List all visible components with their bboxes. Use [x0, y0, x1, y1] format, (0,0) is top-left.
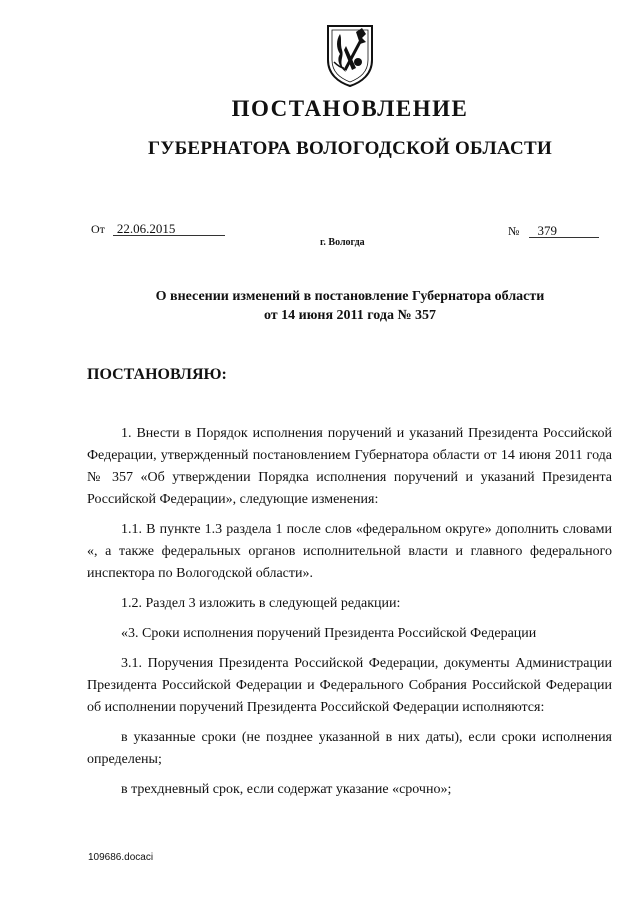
decree-heading: ПОСТАНОВЛЯЮ: [87, 366, 227, 383]
paragraph: 1.1. В пункте 1.3 раздела 1 после слов «федеральном округе» дополнить словами «, а также федеральных органов исполнительной власти и главного федерального инспектора по Вологодской области». [87, 522, 612, 581]
number-line [508, 223, 599, 239]
subject-line-1: О внесении изменений в постановление Губернатора области [155, 289, 545, 304]
document-subtitle: ГУБЕРНАТОРА ВОЛОГОДСКОЙ ОБЛАСТИ [147, 138, 553, 159]
paragraph: в указанные сроки (не позднее указанной в них даты), если сроки исполнения определены; [87, 730, 612, 767]
date-value: 22.06.2015 [113, 222, 225, 236]
date-line [91, 221, 225, 237]
paragraph: 1.2. Раздел 3 изложить в следующей редакции: [121, 596, 401, 611]
paragraph: «3. Сроки исполнения поручений Президента Российской Федерации [121, 626, 537, 641]
coat-of-arms-icon [322, 22, 378, 88]
document-title: ПОСТАНОВЛЕНИЕ [231, 96, 469, 121]
document-body [87, 423, 612, 809]
subject-line-2: от 14 июня 2011 года № 357 [263, 308, 437, 323]
footer-filename: 109686.docaci [88, 852, 154, 863]
number-value: 379 [529, 224, 599, 238]
number-label: № [508, 224, 520, 238]
document-subject [60, 287, 640, 325]
paragraph: 3.1. Поручения Президента Российской Федерации, документы Администрации Президента Российской Федерации и Федерального Собрания Российской Федерации об исполнении поручений Президента Российской Федерации исполняются: [87, 656, 612, 715]
paragraph: в трехдневный срок, если содержат указание «срочно»; [121, 782, 452, 797]
city-label: г. Вологда [320, 237, 365, 248]
paragraph: 1. Внести в Порядок исполнения поручений и указаний Президента Российской Федерации, утвержденный постановлением Губернатора области от 14 июня 2011 года № 357 «Об утверждении Порядка исполнения поручений и указаний Президента Российской Федерации», следующие изменения: [87, 426, 612, 507]
date-label: От [91, 222, 105, 236]
